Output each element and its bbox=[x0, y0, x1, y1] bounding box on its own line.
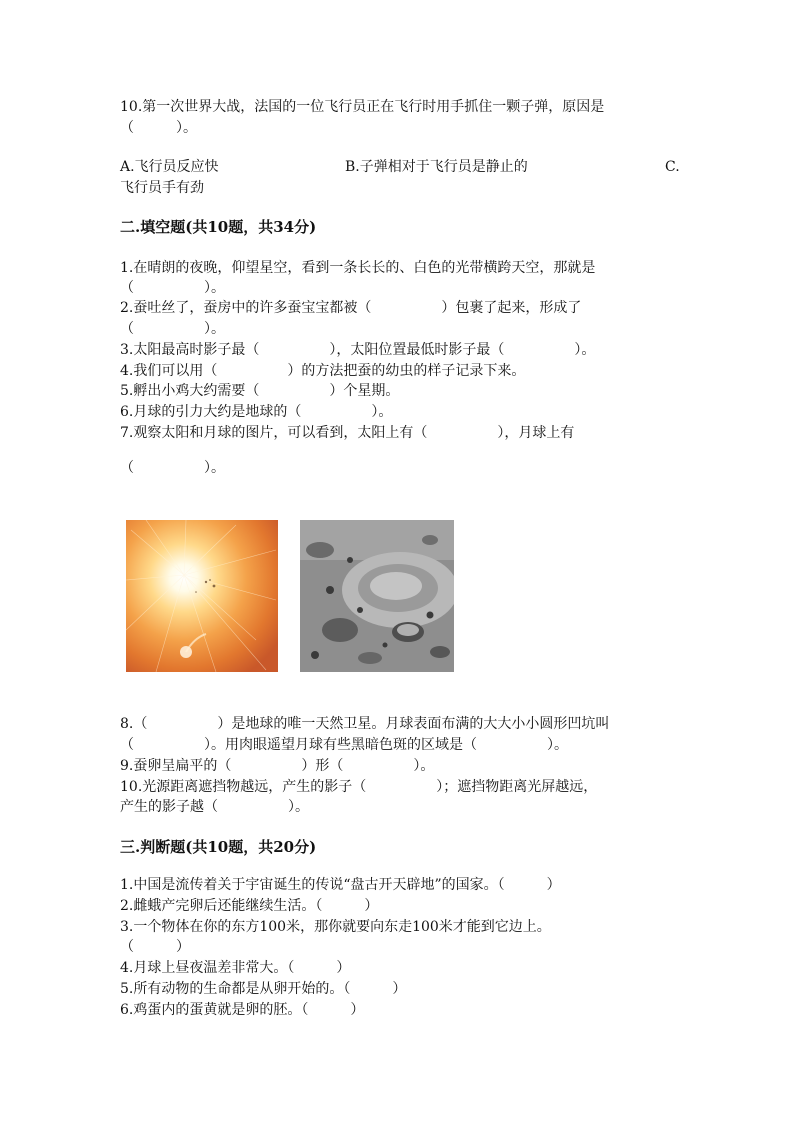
fill-q6: 6.月球的引力大约是地球的（ ）。 bbox=[120, 404, 393, 420]
fill-q2-line1: 2.蚕吐丝了，蚕房中的许多蚕宝宝都被（ ）包裹了起来，形成了 bbox=[120, 300, 582, 316]
judge-q2: 2.雌蛾产完卵后还能继续生活。（ ） bbox=[120, 898, 379, 914]
judge-q3-line2: （ ） bbox=[120, 939, 190, 955]
mc-q10-option-a: A.飞行员反应快 bbox=[120, 159, 219, 175]
mc-q10-line2: （ ）。 bbox=[120, 120, 197, 136]
section3-heading: 三.判断题(共10题，共20分) bbox=[120, 838, 317, 856]
fill-q8-line1: 8.（ ）是地球的唯一天然卫星。月球表面布满的大大小小圆形凹坑叫 bbox=[120, 716, 610, 732]
judge-q5: 5.所有动物的生命都是从卵开始的。（ ） bbox=[120, 981, 407, 997]
moon-surface-photo-icon bbox=[300, 520, 454, 672]
fill-q3: 3.太阳最高时影子最（ ），太阳位置最低时影子最（ ）。 bbox=[120, 342, 596, 358]
fill-q5: 5.孵出小鸡大约需要（ ）个星期。 bbox=[120, 383, 400, 399]
fill-q9: 9.蚕卵呈扁平的（ ）形（ ）。 bbox=[120, 758, 435, 774]
fill-q4: 4.我们可以用（ ）的方法把蚕的幼虫的样子记录下来。 bbox=[120, 363, 526, 379]
fill-q1-line2: （ ）。 bbox=[120, 280, 225, 296]
fill-q7-line2: （ ）。 bbox=[120, 460, 225, 476]
judge-q4: 4.月球上昼夜温差非常大。（ ） bbox=[120, 960, 351, 976]
mc-q10-option-c-text: 飞行员手有劲 bbox=[120, 180, 204, 196]
fill-q10-line2: 产生的影子越（ ）。 bbox=[120, 799, 309, 815]
section2-heading: 二.填空题(共10题，共34分) bbox=[120, 218, 317, 236]
judge-q1: 1.中国是流传着关于宇宙诞生的传说“盘古开天辟地”的国家。（ ） bbox=[120, 877, 561, 893]
mc-q10-option-c: C. bbox=[665, 159, 680, 175]
fill-q2-line2: （ ）。 bbox=[120, 321, 225, 337]
sun-photo-icon bbox=[126, 520, 278, 672]
judge-q6: 6.鸡蛋内的蛋黄就是卵的胚。（ ） bbox=[120, 1002, 365, 1018]
fill-q8-line2: （ ）。用肉眼遥望月球有些黑暗色斑的区域是（ ）。 bbox=[120, 737, 568, 753]
mc-q10-line1: 10.第一次世界大战，法国的一位飞行员正在飞行时用手抓住一颗子弹，原因是 bbox=[120, 99, 605, 115]
mc-q10-option-b: B.子弹相对于飞行员是静止的 bbox=[345, 159, 528, 175]
fill-q7-line1: 7.观察太阳和月球的图片，可以看到，太阳上有（ ），月球上有 bbox=[120, 425, 575, 441]
judge-q3-line1: 3.一个物体在你的东方100米，那你就要向东走100米才能到它边上。 bbox=[120, 919, 551, 935]
fill-q1-line1: 1.在晴朗的夜晚，仰望星空，看到一条长长的、白色的光带横跨天空，那就是 bbox=[120, 260, 596, 276]
fill-q10-line1: 10.光源距离遮挡物越远，产生的影子（ ）；遮挡物距离光屏越远， bbox=[120, 779, 598, 795]
